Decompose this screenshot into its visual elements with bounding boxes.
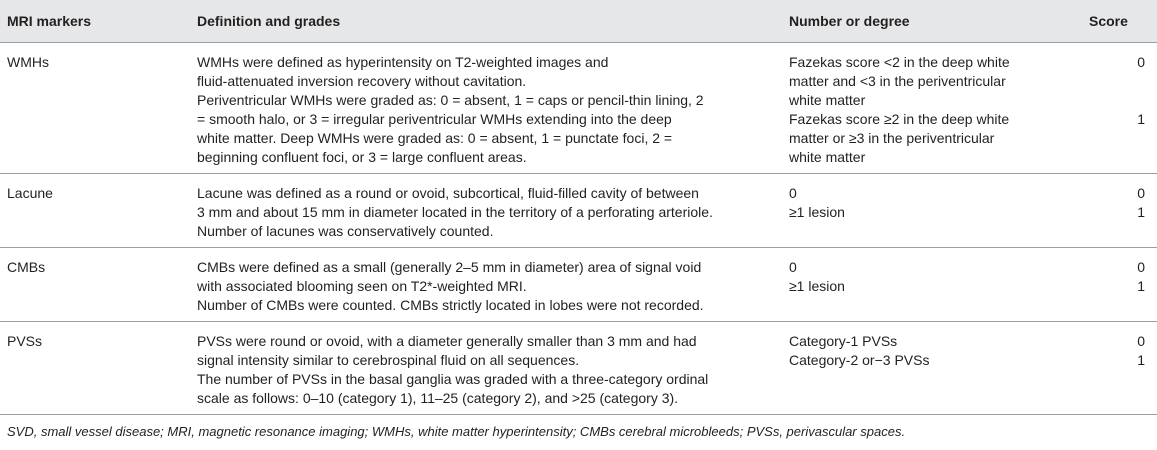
grade-entry xyxy=(789,351,1089,370)
definition-line: 3 mm and about 15 mm in diameter located in the territory of a perforating arteriole. xyxy=(197,204,713,220)
definition-line: Lacune was defined as a round or ovoid, subcortical, fluid-filled cavity of between xyxy=(197,185,699,201)
definition-line: beginning confluent foci, or 3 = large confluent areas. xyxy=(197,149,527,165)
score-value: 0 xyxy=(1137,259,1145,275)
grade-entry xyxy=(789,332,1089,351)
marker-name: PVSs xyxy=(7,333,43,349)
table-row xyxy=(0,322,1157,415)
score-cell xyxy=(1089,322,1157,415)
definition-line: signal intensity similar to cerebrospinal fluid on all sequences. xyxy=(197,352,580,368)
definition-cell xyxy=(197,43,789,174)
grade-line: Category-2 or−3 PVSs xyxy=(789,352,930,368)
definition-cell xyxy=(197,174,789,248)
number-degree-cell xyxy=(789,174,1089,248)
definition-line: fluid-attenuated inversion recovery without cavitation. xyxy=(197,73,527,89)
score-value: 0 xyxy=(1137,333,1145,349)
table-row xyxy=(0,174,1157,248)
definition-line: Number of lacunes was conservatively counted. xyxy=(197,223,494,239)
grade-line: Fazekas score <2 in the deep white xyxy=(789,54,1010,70)
score-value: 0 xyxy=(1137,54,1145,70)
table-body xyxy=(0,43,1157,415)
grade-line: ≥1 lesion xyxy=(789,278,845,294)
marker-cell xyxy=(0,322,197,415)
definition-line: CMBs were defined as a small (generally 2–5 mm in diameter) area of signal void xyxy=(197,259,702,275)
number-degree-cell xyxy=(789,43,1089,174)
grade-line: white matter xyxy=(789,149,866,165)
table-header-row xyxy=(0,0,1157,43)
grade-entry xyxy=(789,184,1089,203)
number-degree-cell xyxy=(789,322,1089,415)
grade-line: 0 xyxy=(789,259,797,275)
definition-line: white matter. Deep WMHs were graded as: 0 = absent, 1 = punctate foci, 2 = xyxy=(197,130,673,146)
score-value: 1 xyxy=(1137,352,1145,368)
grade-line: Category-1 PVSs xyxy=(789,333,898,349)
score-value: 1 xyxy=(1137,111,1145,127)
grade-line: matter or ≥3 in the periventricular xyxy=(789,130,995,146)
grade-entry xyxy=(789,203,1089,222)
header-definition: Definition and grades xyxy=(197,0,789,43)
grade-entry xyxy=(789,110,1089,167)
score-value: 1 xyxy=(1137,204,1145,220)
grade-line: matter and <3 in the periventricular xyxy=(789,73,1006,89)
grade-line: Fazekas score ≥2 in the deep white xyxy=(789,111,1010,127)
grade-entry xyxy=(789,258,1089,277)
grade-line: 0 xyxy=(789,185,797,201)
marker-name: WMHs xyxy=(7,54,49,70)
score-value: 0 xyxy=(1137,185,1145,201)
table-footnote: SVD, small vessel disease; MRI, magnetic resonance imaging; WMHs, white matter hyperintensity; CMBs cerebral microbleeds; PVSs, perivascular spaces. xyxy=(7,424,906,439)
definition-line: with associated blooming seen on T2*-weighted MRI. xyxy=(197,278,527,294)
header-mri-markers: MRI markers xyxy=(0,0,197,43)
score-cell xyxy=(1089,43,1157,174)
grade-entry xyxy=(789,53,1089,110)
definition-line: Periventricular WMHs were graded as: 0 = absent, 1 = caps or pencil-thin lining, 2 xyxy=(197,92,704,108)
table-row xyxy=(0,248,1157,322)
marker-cell xyxy=(0,248,197,322)
definition-line: scale as follows: 0–10 (category 1), 11–25 (category 2), and >25 (category 3). xyxy=(197,390,679,406)
score-value: 1 xyxy=(1137,278,1145,294)
score-cell xyxy=(1089,248,1157,322)
definition-line: PVSs were round or ovoid, with a diameter generally smaller than 3 mm and had xyxy=(197,333,697,349)
marker-cell xyxy=(0,43,197,174)
marker-name: CMBs xyxy=(7,259,46,275)
table-row xyxy=(0,43,1157,174)
marker-name: Lacune xyxy=(7,185,53,201)
definition-line: = smooth halo, or 3 = irregular periventricular WMHs extending into the deep xyxy=(197,111,672,127)
score-cell xyxy=(1089,174,1157,248)
definition-line: The number of PVSs in the basal ganglia was graded with a three-category ordinal xyxy=(197,371,709,387)
definition-cell xyxy=(197,248,789,322)
definition-line: Number of CMBs were counted. CMBs strictly located in lobes were not recorded. xyxy=(197,297,704,313)
grade-entry xyxy=(789,277,1089,296)
number-degree-cell xyxy=(789,248,1089,322)
marker-cell xyxy=(0,174,197,248)
definition-line: WMHs were defined as hyperintensity on T2-weighted images and xyxy=(197,54,609,70)
definition-cell xyxy=(197,322,789,415)
grade-line: ≥1 lesion xyxy=(789,204,845,220)
header-score: Score xyxy=(1089,0,1157,43)
header-number-degree: Number or degree xyxy=(789,0,1089,43)
grade-line: white matter xyxy=(789,92,866,108)
